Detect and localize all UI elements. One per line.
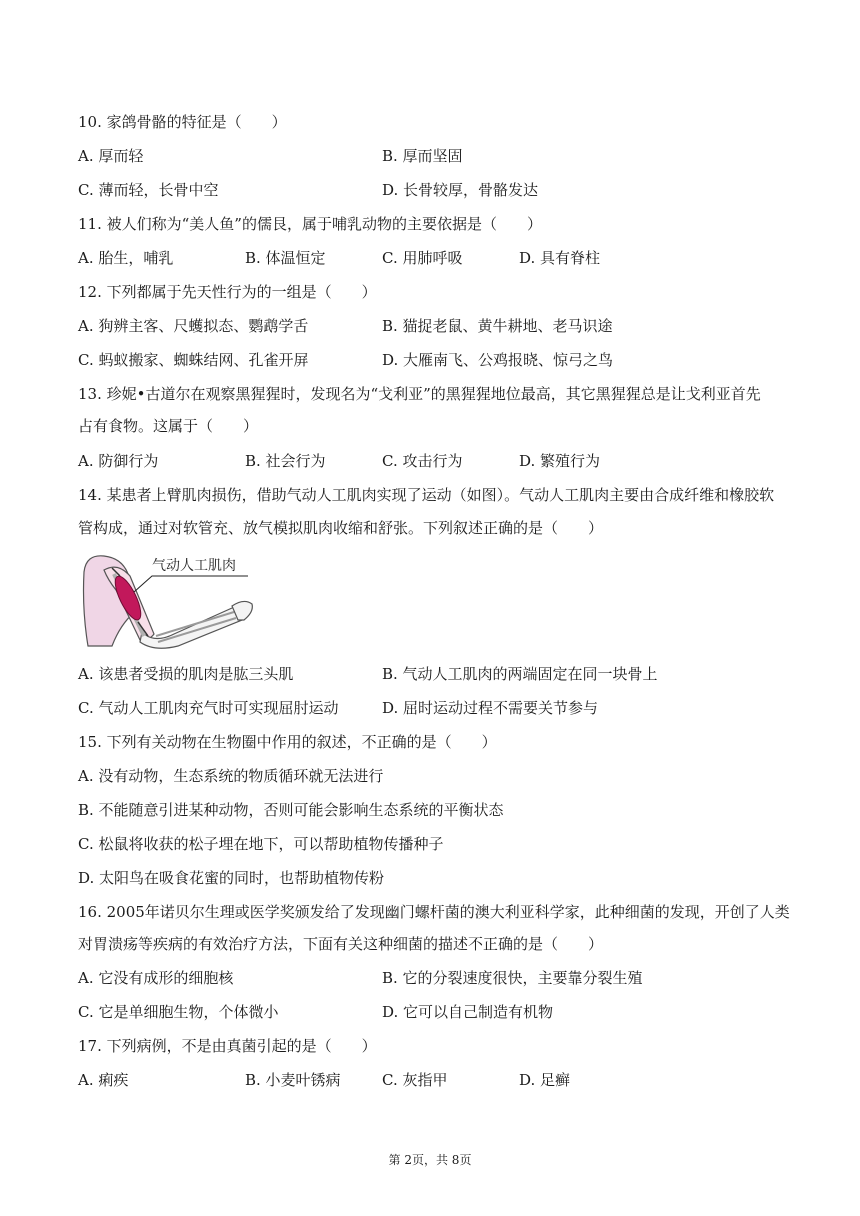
question-13-option-c: C. 攻击行为 xyxy=(382,452,463,470)
question-10-option-a: A. 厚而轻 xyxy=(78,147,144,165)
question-14-option-a: A. 该患者受损的肌肉是肱三头肌 xyxy=(78,665,294,683)
question-13-option-d: D. 繁殖行为 xyxy=(519,452,601,470)
figure-label: 气动人工肌肉 xyxy=(152,557,236,573)
question-14-option-d: D. 屈时运动过程不需要关节参与 xyxy=(382,699,599,717)
question-16-option-b: B. 它的分裂速度很快，主要靠分裂生殖 xyxy=(382,969,643,987)
question-10-option-b: B. 厚而坚固 xyxy=(382,147,463,165)
arm-artificial-muscle-figure xyxy=(82,550,254,650)
question-15-option-a: A. 没有动物，生态系统的物质循环就无法进行 xyxy=(78,767,384,785)
question-12-option-a: A. 狗辨主客、尺蠖拟态、鹦鹉学舌 xyxy=(78,317,309,335)
question-16-option-a: A. 它没有成形的细胞核 xyxy=(78,969,234,987)
question-10-option-d: D. 长骨较厚，骨骼发达 xyxy=(382,181,539,199)
page-number-footer: 第 2页，共 8页 xyxy=(388,1153,472,1167)
question-10-stem: 10. 家鸽骨骼的特征是（ ） xyxy=(78,113,287,131)
question-15-stem: 15. 下列有关动物在生物圈中作用的叙述，不正确的是（ ） xyxy=(78,733,497,751)
question-12-option-d: D. 大雁南飞、公鸡报晓、惊弓之鸟 xyxy=(382,351,614,369)
question-13-option-b: B. 社会行为 xyxy=(245,452,326,470)
question-16-stem-line1: 16. 2005年诺贝尔生理或医学奖颁发给了发现幽门螺杆菌的澳大利亚科学家，此种细菌的发现，开创了人类 xyxy=(78,903,790,921)
question-16-option-c: C. 它是单细胞生物，个体微小 xyxy=(78,1003,279,1021)
question-11-option-d: D. 具有脊柱 xyxy=(519,249,601,267)
question-14-stem-line1: 14. 某患者上臂肌肉损伤，借助气动人工肌肉实现了运动（如图）。气动人工肌肉主要由合成纤维和橡胶软 xyxy=(78,486,775,504)
question-11-option-c: C. 用肺呼吸 xyxy=(382,249,463,267)
question-15-option-c: C. 松鼠将收获的松子埋在地下，可以帮助植物传播种子 xyxy=(78,835,444,853)
question-16-option-d: D. 它可以自己制造有机物 xyxy=(382,1003,554,1021)
question-17-option-c: C. 灰指甲 xyxy=(382,1071,448,1089)
question-12-stem: 12. 下列都属于先天性行为的一组是（ ） xyxy=(78,283,377,301)
question-11-option-a: A. 胎生，哺乳 xyxy=(78,249,174,267)
question-17-option-b: B. 小麦叶锈病 xyxy=(245,1071,341,1089)
question-16-stem-line2: 对胃溃疡等疾病的有效治疗方法，下面有关这种细菌的描述不正确的是（ ） xyxy=(78,935,604,953)
question-17-option-a: A. 痢疾 xyxy=(78,1071,129,1089)
question-15-option-d: D. 太阳鸟在吸食花蜜的同时，也帮助植物传粉 xyxy=(78,869,385,887)
question-10-option-c: C. 薄而轻，长骨中空 xyxy=(78,181,219,199)
question-13-stem-line2: 占有食物。这属于（ ） xyxy=(78,417,259,435)
question-14-option-b: B. 气动人工肌肉的两端固定在同一块骨上 xyxy=(382,665,658,683)
question-17-option-d: D. 足癣 xyxy=(519,1071,571,1089)
question-12-option-b: B. 猫捉老鼠、黄牛耕地、老马识途 xyxy=(382,317,613,335)
question-14-stem-line2: 管构成，通过对软管充、放气模拟肌肉收缩和舒张。下列叙述正确的是（ ） xyxy=(78,519,604,537)
question-13-option-a: A. 防御行为 xyxy=(78,452,159,470)
question-12-option-c: C. 蚂蚁搬家、蜘蛛结网、孔雀开屏 xyxy=(78,351,309,369)
question-11-option-b: B. 体温恒定 xyxy=(245,249,326,267)
question-15-option-b: B. 不能随意引进某种动物，否则可能会影响生态系统的平衡状态 xyxy=(78,801,504,819)
question-11-stem: 11. 被人们称为“美人鱼”的儒艮，属于哺乳动物的主要依据是（ ） xyxy=(78,215,542,233)
question-17-stem: 17. 下列病例，不是由真菌引起的是（ ） xyxy=(78,1037,377,1055)
question-13-stem-line1: 13. 珍妮•古道尔在观察黑猩猩时，发现名为“戈利亚”的黑猩猩地位最高，其它黑猩猩总是让戈利亚首先 xyxy=(78,385,761,403)
question-14-option-c: C. 气动人工肌肉充气时可实现屈肘运动 xyxy=(78,699,339,717)
arm-illustration xyxy=(82,550,254,650)
